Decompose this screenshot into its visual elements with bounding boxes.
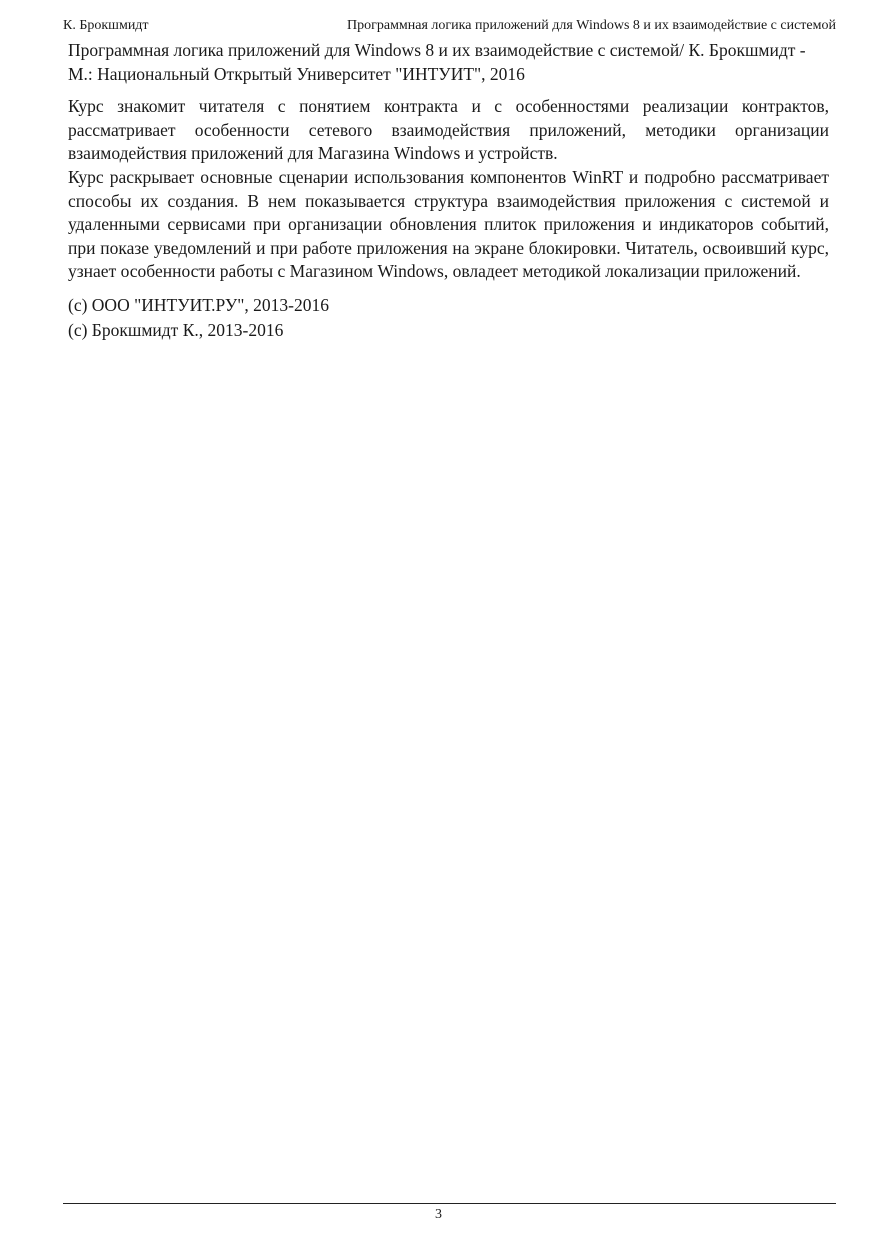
page-number: 3 bbox=[435, 1207, 442, 1222]
header-running-title: Программная логика приложений для Windows 8 и их взаимодействие с системой bbox=[347, 18, 836, 33]
copyright-line: (c) ООО "ИНТУИТ.РУ", 2013-2016 bbox=[68, 294, 329, 315]
course-abstract bbox=[68, 95, 829, 284]
page-content bbox=[68, 39, 829, 343]
page-header bbox=[63, 16, 836, 36]
abstract-paragraph: Курс раскрывает основные сценарии использования компонентов WinRT и подробно рассматривает способы их создания. В нем показывается структура взаимодействия приложения с системой и удаленными сервисами при организации обновления плиток приложения и индикаторов событий, при показе уведомлений и при работе приложения на экране блокировки. Читатель, освоивший курс, узнает особенности работы с Магазином Windows, овладеет методикой локализации приложений. bbox=[68, 166, 829, 282]
copyright-line: (c) Брокшмидт К., 2013-2016 bbox=[68, 319, 284, 340]
header-author: К. Брокшмидт bbox=[63, 18, 149, 33]
copyright-block bbox=[68, 293, 829, 343]
footer-divider bbox=[63, 1203, 836, 1204]
bibliographic-citation: Программная логика приложений для Windows 8 и их взаимодействие с системой/ К. Брокшмидт - М.: Национальный Открытый Университет "ИНТУИТ", 2016 bbox=[68, 40, 806, 84]
abstract-paragraph: Курс знакомит читателя с понятием контракта и с особенностями реализации контрактов, рассматривает особенности сетевого взаимодействия приложений, методики организации взаимодействия приложений для Магазина Windows и устройств. bbox=[68, 96, 829, 164]
